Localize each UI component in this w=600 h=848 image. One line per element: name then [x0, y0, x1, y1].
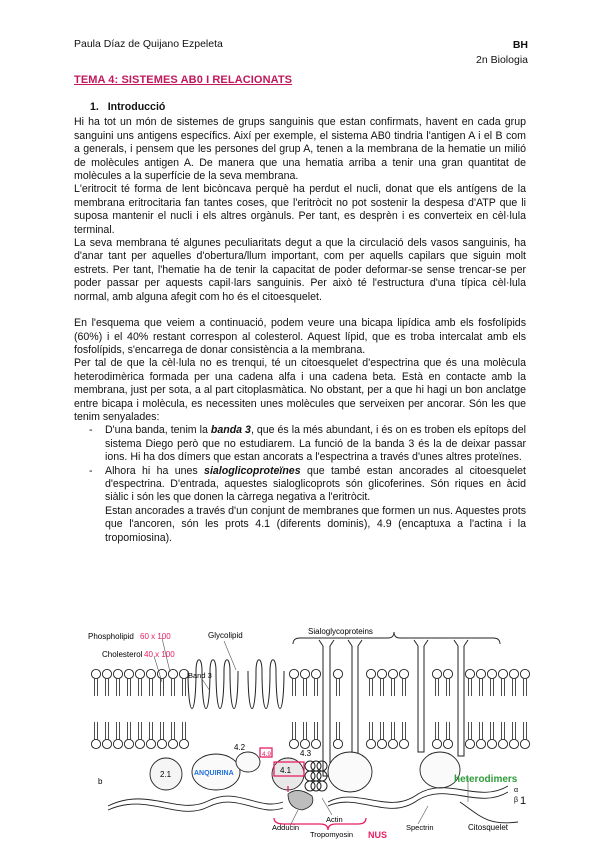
paragraph-1: Hi ha tot un món de sistemes de grups sanguinis que estan confirmats, havent en cada grup sanguini uns antigens específics. Així per exemple, el sistema AB0 tindria l'antigen A i el B com a generals, i pensem que les persones del grup A, tenen a la membrana de la hematie un milió de molècules antigen A. De manera que una hematia arriba a tenir una gran quantitat de molècules a la superfície de la seva membrana.	[74, 116, 526, 183]
label-band3: Band 3	[188, 671, 212, 680]
bullet-2-pre: Alhora hi ha unes	[105, 464, 205, 477]
bullet-sialoglyco	[74, 465, 526, 505]
page-title: TEMA 4: SISTEMES AB0 I RELACIONATS	[74, 74, 293, 86]
label-cholesterol-pct: 40 x 100	[144, 650, 175, 659]
label-glycolipid: Glycolipid	[208, 631, 243, 640]
paragraph-2: L'eritrocit té forma de lent bicòncava perquè ha perdut el nucli, donat que els antígens de la membrana eritrocitaria fan tantes coses, que l'eritròcit no pot sostenir la despesa d'ATP que li suposa mantenir el nucli i els altres orgànuls. Per tant, es desprèn i es converteix en cèl·lula terminal.	[74, 183, 526, 236]
protein-4-9-shape	[328, 752, 372, 792]
label-4-9: 4.9	[262, 751, 272, 758]
spectrin-strands	[108, 786, 518, 823]
label-b: b	[98, 777, 103, 786]
bullet-1-pre: D'una banda, tenim la	[105, 424, 211, 437]
membrane-diagram	[88, 626, 538, 840]
label-actin: Actin	[326, 815, 343, 824]
section-heading	[90, 101, 526, 114]
protein-4-2-shape	[236, 752, 260, 772]
page-number: 1	[520, 795, 527, 807]
header-course: 2n Biologia	[476, 54, 528, 66]
adducin-shape	[288, 790, 313, 810]
bullet-1-post: , que és la més abundant, i és on es troben els epítops del sistema Diego però que no estudiarem. La funció de la banda 3 és la de deixar passar ions. Hi ha dos dímers que estan ancorats a l'espectrina a través d'unes altres proteïnes.	[105, 424, 526, 464]
band3-protein	[188, 660, 284, 709]
label-4-1: 4.1	[280, 766, 292, 775]
section-title: Introducció	[107, 101, 166, 113]
label-adducin: Adducin	[272, 823, 300, 832]
label-phospholipid-pct: 60 x 100	[140, 632, 171, 641]
label-tropomyosin: Tropomyosin	[310, 830, 354, 839]
paragraph-4: En l'esquema que veiem a continuació, podem veure una bicapa lipídica amb els fosfolípids (60%) i el 40% restant correspon al colesterol. Aquest lípid, que es troba intercalat amb els fosfolípids, s'encarrega de donar consistència a la membrana.	[74, 317, 526, 356]
label-heterodimers: heterodimers	[454, 774, 518, 785]
label-4-2: 4.2	[234, 743, 246, 752]
bullet-2-post: que també estan ancorades al citoesquelet d'espectrina. D'entrada, aquestes sialoglicoprots són glicoferines. Són riques en àcid siàlic i són les que donen la càrrega negativa a l'eritròcit.	[105, 464, 526, 504]
header-code: BH	[512, 39, 528, 51]
bullet-1-emphasis: banda 3	[210, 424, 251, 437]
label-ankyrin: ANQUIRINA	[194, 770, 234, 777]
bullet-band3	[74, 424, 526, 464]
body-text	[74, 101, 526, 545]
section-number: 1.	[90, 101, 99, 113]
bullet-2-emphasis: sialoglicoproteïnes	[204, 464, 301, 477]
label-sialoglyco: Sialoglycoproteins	[308, 627, 373, 636]
label-2-1: 2.1	[160, 770, 172, 779]
label-alpha: α	[514, 787, 519, 794]
label-cholesterol: Cholesterol	[102, 650, 143, 659]
bullet-list	[74, 424, 526, 504]
bullet-2-continuation: Estan ancorades a través d'un conjunt de membranes que formen un nus. Aquestes prots que l'ancoren, són les prots 4.1 (diferents dominis), 4.9 (encaptuxa a l'actina i la tropomiosina).	[105, 504, 526, 544]
label-beta: β	[514, 797, 519, 804]
label-citoesquelet: Citosquelet	[468, 823, 509, 832]
label-4-3: 4.3	[300, 749, 312, 758]
label-nus: NUS	[368, 830, 388, 840]
paragraph-3: La seva membrana té algunes peculiaritats degut a que la circulació dels vasos sanguinis, ha d'anar tant per aquelles d'obertura/llum important, com per aquells capilars que siguin molt estrets. Per tant, l'hematie ha de tenir la capacitat de poder deformar-se sense trencar-se per poder passar per aquests capil·lars sanguinis. Per això té l'estructura d'una típica cèl·lula normal, amb alguna afegit com ho és el citoesquelet.	[74, 237, 526, 303]
paragraph-5: Per tal de que la cèl·lula no es trenqui, té un citoesquelet d'espectrina que és una molècula heterodimèrica formada per una cadena alfa i una cadena beta. Està en contacte amb la membrana, just per sota, a al part citoplasmàtica. No obstant, per a que hi hagi un bon anclatge entre bicapa i molècula, es necessiten unes molècules que serveixen per ancorar. Són les que tenim senyalades:	[74, 357, 526, 423]
header-right	[476, 38, 528, 68]
label-spectrin: Spectrin	[406, 823, 434, 832]
label-phospholipid: Phospholipid	[88, 632, 134, 641]
header-author: Paula Díaz de Quijano Ezpeleta	[74, 38, 223, 50]
